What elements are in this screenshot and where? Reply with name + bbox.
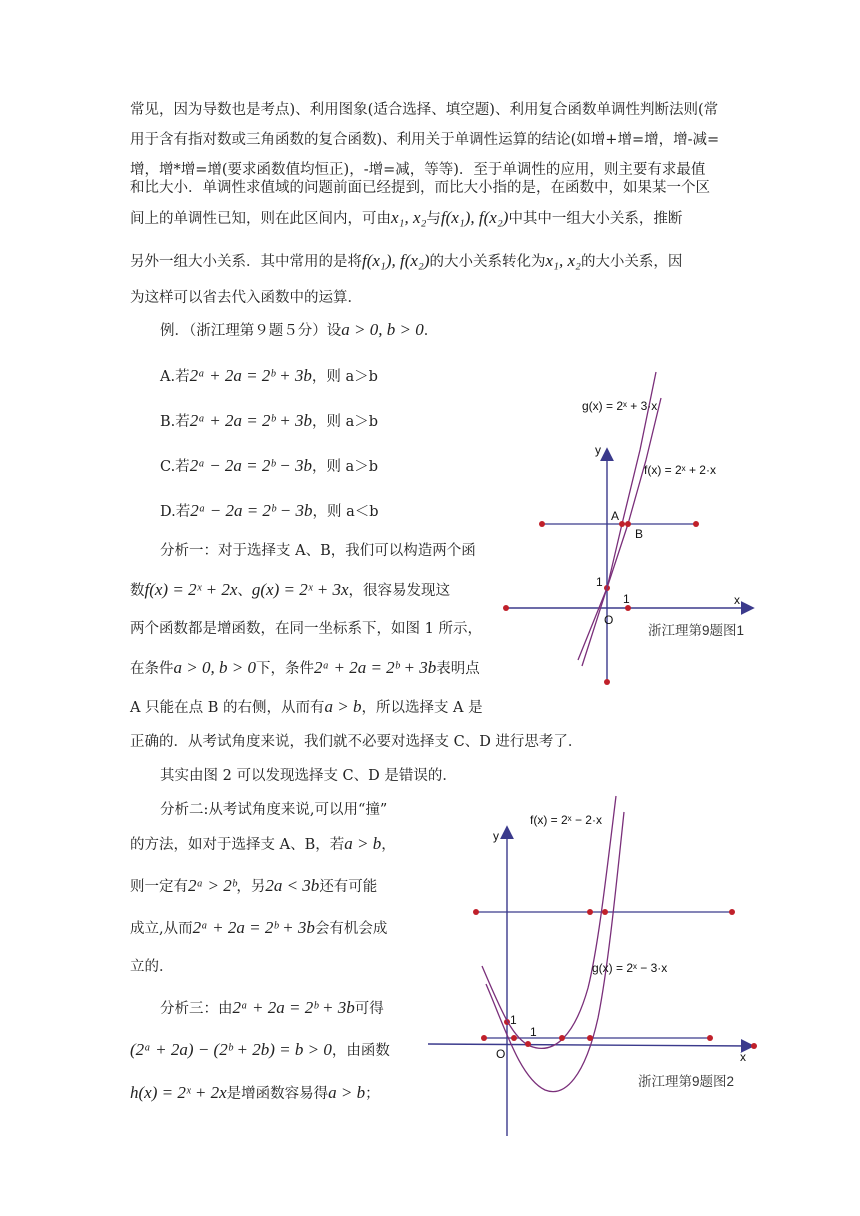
analysis2-line-1: 分析二:从考试角度来说,可以用“撞” [160, 802, 388, 818]
a1-l4a: 在条件 [130, 661, 174, 677]
f-curve [578, 398, 661, 660]
option-c-label: C.若 [160, 459, 190, 475]
option-c [160, 456, 378, 477]
x-label: x [734, 593, 740, 607]
a1-l2b: 、 [237, 583, 252, 599]
para-line-6b: 的大小关系转化为 [429, 254, 546, 270]
one-y-label: 1 [510, 1013, 517, 1027]
analysis2-line-4 [130, 918, 387, 939]
a1-agtb: a > b [324, 697, 362, 716]
a1-cond: a > 0, b > 0 [173, 658, 256, 677]
option-d-tail: ，则 a＜b [312, 504, 379, 520]
a3-diff: (2ᵃ + 2a) − (2ᵇ + 2b) = b > 0 [130, 1040, 332, 1059]
figure-2-caption: 浙江理第9题图2 [638, 1074, 735, 1089]
math-x1x2: x₁, x₂ [391, 208, 427, 227]
point [503, 605, 509, 611]
y-label: y [595, 443, 601, 457]
a-label: A [611, 509, 620, 523]
option-a [160, 366, 378, 387]
a2-l2b: ， [381, 837, 396, 853]
figure-2 [420, 788, 770, 1148]
para-line-5a: 间上的单调性已知，则在此区间内，可由 [130, 211, 391, 227]
option-d-label: D.若 [160, 504, 191, 520]
point [751, 1043, 757, 1049]
analysis1-line-1: 分析一：对于选择支 A、B，我们可以构造两个函 [160, 543, 476, 559]
math-fx1fx2: f(x₁), f(x₂) [440, 208, 509, 227]
option-c-eq: 2ᵃ − 2a = 2ᵇ − 3b [189, 456, 312, 475]
point [587, 909, 593, 915]
figure-1-caption: 浙江理第9题图1 [648, 623, 745, 638]
a3-l1b: 可得 [354, 1001, 384, 1017]
a2-agtb: a > b [344, 834, 382, 853]
option-a-eq: 2ᵃ + 2a = 2ᵇ + 3b [189, 366, 312, 385]
point [707, 1035, 713, 1041]
para-line-6a: 另外一组大小关系．其中常用的是将 [130, 254, 362, 270]
a2-eq: 2ᵃ + 2a = 2ᵇ + 3b [192, 918, 315, 937]
a1-l4c: 表明点 [436, 661, 480, 677]
x-label: x [740, 1050, 746, 1064]
option-b-tail: ，则 a＞b [312, 414, 379, 430]
point-a [619, 521, 625, 527]
math-x1x2-b: x₁, x₂ [545, 251, 581, 270]
analysis2-line-3 [130, 876, 377, 897]
para-line-6 [130, 251, 682, 272]
option-d [160, 501, 379, 522]
a1-l2a: 数 [130, 583, 145, 599]
para-line-3: 增，增*增=增(要求函数值均恒正)，-增=减，等等)．至于单调性的应用，则主要有求最值 [130, 162, 706, 178]
option-a-tail: ，则 a＞b [311, 369, 378, 385]
para-line-5b: 与 [426, 211, 441, 227]
analysis1-line-6: 正确的．从考试角度来说，我们就不必要对选择支 C、D 进行思考了． [130, 734, 583, 750]
point [559, 1035, 565, 1041]
para-line-1: 常见，因为导数也是考点)、利用图象(适合选择、填空题)、利用复合函数单调性判断法则(常 [130, 102, 719, 118]
option-b-eq: 2ᵃ + 2a = 2ᵇ + 3b [189, 411, 313, 430]
f-curve [482, 796, 616, 1048]
figure-1 [490, 360, 780, 700]
point [473, 909, 479, 915]
a1-fx: f(x) = 2ˣ + 2x [144, 580, 238, 599]
analysis1-line-3: 两个函数都是增函数，在同一坐标系下，如图 1 所示， [130, 621, 482, 637]
a1-l2c: ，很容易发现这 [348, 583, 451, 599]
example-prefix: 例．（浙江理第９题５分）设 [160, 323, 342, 339]
analysis3-line-1 [160, 998, 384, 1019]
analysis1-line-5 [130, 697, 483, 718]
option-b-label: B.若 [160, 414, 190, 430]
a2-l3b: ，另 [236, 879, 266, 895]
para-line-7: 为这样可以省去代入函数中的运算． [130, 290, 362, 306]
point [729, 909, 735, 915]
g-label: g(x) = 2ˣ − 3·x [592, 961, 668, 975]
point [693, 521, 699, 527]
option-d-eq: 2ᵃ − 2a = 2ᵇ − 3b [190, 501, 313, 520]
y-label: y [493, 829, 499, 843]
analysis2-line-5: 立的． [130, 959, 174, 975]
a2-l3c: 还有可能 [319, 879, 378, 895]
a2-l4b: 会有机会成 [314, 921, 388, 937]
para-line-4: 和比大小．单调性求值域的问题前面已经提到，而比大小指的是，在函数中，如果某一个区 [130, 180, 710, 196]
a2-ineq: 2a < 3b [265, 876, 320, 895]
g-label: g(x) = 2ˣ + 3·x [582, 399, 658, 413]
a1-l4b: 下，条件 [255, 661, 314, 677]
option-a-label: A.若 [160, 369, 190, 385]
one-x-label: 1 [530, 1025, 537, 1039]
example-end: ． [423, 323, 439, 339]
one-x-label: 1 [623, 592, 630, 606]
b-label: B [635, 527, 644, 541]
a3-hx: h(x) = 2ˣ + 2x [130, 1083, 227, 1102]
point [481, 1035, 487, 1041]
point [539, 521, 545, 527]
analysis1-line-2 [130, 580, 450, 601]
a2-l2a: 的方法，如对于选择支 A、B，若 [130, 837, 345, 853]
para-line-5 [130, 208, 682, 229]
point [604, 679, 610, 685]
analysis1-line-7: 其实由图 2 可以发现选择支 C、D 是错误的． [160, 768, 457, 784]
point [602, 909, 608, 915]
a1-eq: 2ᵃ + 2a = 2ᵇ + 3b [313, 658, 437, 677]
a3-l1a: 分析三：由 [160, 1001, 233, 1017]
origin-label: O [496, 1047, 506, 1061]
a3-eq: 2ᵃ + 2a = 2ᵇ + 3b [232, 998, 355, 1017]
point [525, 1041, 531, 1047]
analysis2-line-2 [130, 834, 396, 855]
a1-gx: g(x) = 2ˣ + 3x [251, 580, 349, 599]
option-c-tail: ，则 a＞b [311, 459, 378, 475]
a3-l2b: ，由函数 [331, 1043, 390, 1059]
para-line-2: 用于含有指对数或三角函数的复合函数)、利用关于单调性运算的结论(如增+增=增，增-减= [130, 132, 720, 148]
example-line [160, 320, 438, 341]
a1-l5b: ，所以选择支 A 是 [361, 700, 483, 716]
math-fx1fx2-b: f(x₁), f(x₂) [362, 251, 430, 270]
origin-label: O [604, 613, 614, 627]
analysis3-line-3 [130, 1083, 380, 1104]
f-label: f(x) = 2ˣ − 2·x [530, 813, 602, 827]
one-y-label: 1 [596, 575, 603, 589]
a2-l3a: 则一定有 [130, 879, 188, 895]
point-b [625, 521, 631, 527]
a2-l4a: 成立,从而 [130, 921, 193, 937]
a1-l5a: A 只能在点 B 的右侧，从而有 [130, 700, 325, 716]
example-cond: a > 0, b > 0 [341, 320, 424, 339]
a3-l3b: 是增函数容易得 [226, 1086, 329, 1102]
a3-l3c: ； [365, 1086, 380, 1102]
f-label: f(x) = 2ˣ + 2·x [644, 463, 716, 477]
option-b [160, 411, 378, 432]
analysis3-line-2 [130, 1040, 390, 1061]
point [587, 1035, 593, 1041]
a2-pow: 2ᵃ > 2ᵇ [188, 876, 237, 895]
a3-agtb: a > b [328, 1083, 366, 1102]
analysis1-line-4 [130, 658, 480, 679]
point [511, 1035, 517, 1041]
para-line-6c: 的大小关系，因 [580, 254, 683, 270]
para-line-5c: 中其中一组大小关系，推断 [508, 211, 683, 227]
